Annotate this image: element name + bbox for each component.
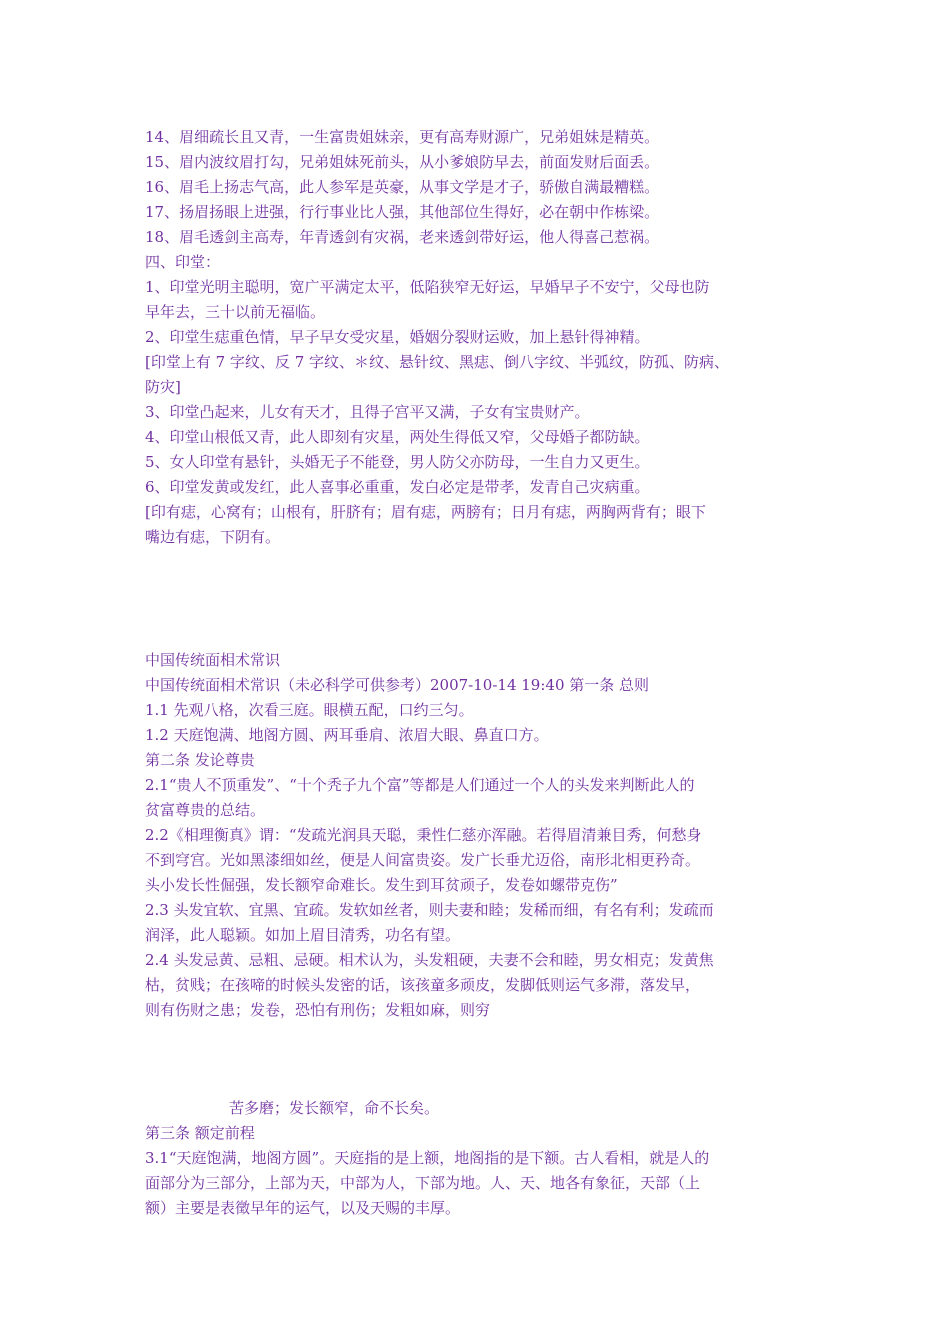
text-line: 2.2《相理衡真》谓：“发疏光润具天聪，秉性仁慈亦浑融。若得眉清兼目秀，何愁身	[145, 826, 702, 844]
section-heading: 四、印堂：	[145, 253, 221, 271]
text-line: 嘴边有痣，下阴有。	[145, 528, 281, 546]
text-line: [印堂上有 7 字纹、反 7 字纹、＊纹、悬针纹、黑痣、倒八字纹、半弧纹，防孤、防病、	[145, 353, 730, 371]
document-title: 中国传统面相术常识	[145, 651, 281, 669]
text-line: 1.1 先观八格，次看三庭。眼横五配，口约三匀。	[145, 701, 474, 719]
section-eyebrows-yintang	[145, 125, 835, 550]
text-line: 3.1“天庭饱满，地阁方圆”。天庭指的是上额，地阁指的是下额。古人看相，就是人的	[145, 1149, 710, 1167]
text-line: 则有伤财之患；发卷，恐怕有刑伤；发粗如麻，则穷	[145, 1001, 491, 1019]
text-line: 面部分为三部分，上部为天，中部为人，下部为地。人、天、地各有象征，天部（上	[145, 1174, 701, 1192]
document-subtitle: 中国传统面相术常识（未必科学可供参考）2007-10-14 19:40 第一条 总则	[145, 676, 650, 694]
text-line: 16、眉毛上扬志气高，此人参军是英豪，从事文学是才子，骄傲自满最糟糕。	[145, 178, 660, 196]
text-line: 1.2 天庭饱满、地阁方圆、两耳垂肩、浓眉大眼、鼻直口方。	[145, 726, 549, 744]
text-line: 额）主要是表徵早年的运气，以及天赐的丰厚。	[145, 1199, 461, 1217]
text-line: 2、印堂生痣重色情，早子早女受灾星，婚姻分裂财运败，加上悬针得神精。	[145, 328, 650, 346]
text-line: 早年去，三十以前无福临。	[145, 303, 326, 321]
text-line: 4、印堂山根低又青，此人即刻有灾星，两处生得低又窄，父母婚子都防缺。	[145, 428, 650, 446]
text-line: 2.4 头发忌黄、忌粗、忌硬。相术认为，头发粗硬，夫妻不会和睦，男女相克；发黄焦	[145, 951, 714, 969]
text-line: 头小发长性倔强，发长额窄命难长。发生到耳贫顽子，发卷如螺带克伤”	[145, 876, 618, 894]
text-line: 枯，贫贱；在孩啼的时候头发密的话，该孩童多顽皮，发脚低则运气多滞，落发早，	[145, 976, 701, 994]
text-line: 15、眉内波纹眉打勾，兄弟姐妹死前头，从小爹娘防早去，前面发财后面丢。	[145, 153, 660, 171]
text-line: 6、印堂发黄或发红，此人喜事必重重，发白必定是带孝，发青自己灾病重。	[145, 478, 650, 496]
text-line: 17、扬眉扬眼上进强，行行事业比人强，其他部位生得好，必在朝中作栋梁。	[145, 203, 660, 221]
text-line: 5、女人印堂有悬针，头婚无子不能登，男人防父亦防母，一生自力又更生。	[145, 453, 650, 471]
text-line: 贫富尊贵的总结。	[145, 801, 266, 819]
text-line: 14、眉细疏长且又青，一生富贵姐妹亲，更有高寿财源广，兄弟姐妹是精英。	[145, 128, 660, 146]
text-line: 苦多磨；发长额窄，命不长矣。	[229, 1099, 440, 1117]
text-line: 2.3 头发宜软、宜黑、宜疏。发软如丝者，则夫妻和睦；发稀而细，有名有利；发疏而	[145, 901, 714, 919]
section-forehead	[145, 1096, 835, 1221]
section-face-reading-basics	[145, 648, 835, 1023]
text-line: 1、印堂光明主聪明，宽广平满定太平，低陷狭窄无好运，早婚早子不安宁，父母也防	[145, 278, 710, 296]
text-line: 2.1“贵人不顶重发”、“十个秃子九个富”等都是人们通过一个人的头发来判断此人的	[145, 776, 695, 794]
text-line: 3、印堂凸起来，儿女有天才，且得子宫平又满，子女有宝贵财产。	[145, 403, 590, 421]
section-heading: 第二条 发论尊贵	[145, 751, 255, 769]
section-heading: 第三条 额定前程	[145, 1124, 255, 1142]
text-line: [印有痣，心窝有；山根有，肝脐有；眉有痣，两膀有；日月有痣，两胸两背有；眼下	[145, 503, 706, 521]
text-line: 18、眉毛透剑主高寿，年青透剑有灾祸，老来透剑带好运，他人得喜己惹祸。	[145, 228, 660, 246]
text-line: 不到穹宫。光如黑漆细如丝，便是人间富贵姿。发广长垂尤迈俗，南形北相更矜奇。	[145, 851, 701, 869]
text-line: 润泽，此人聪颖。如加上眉目清秀，功名有望。	[145, 926, 461, 944]
text-line: 防灾]	[145, 378, 181, 396]
